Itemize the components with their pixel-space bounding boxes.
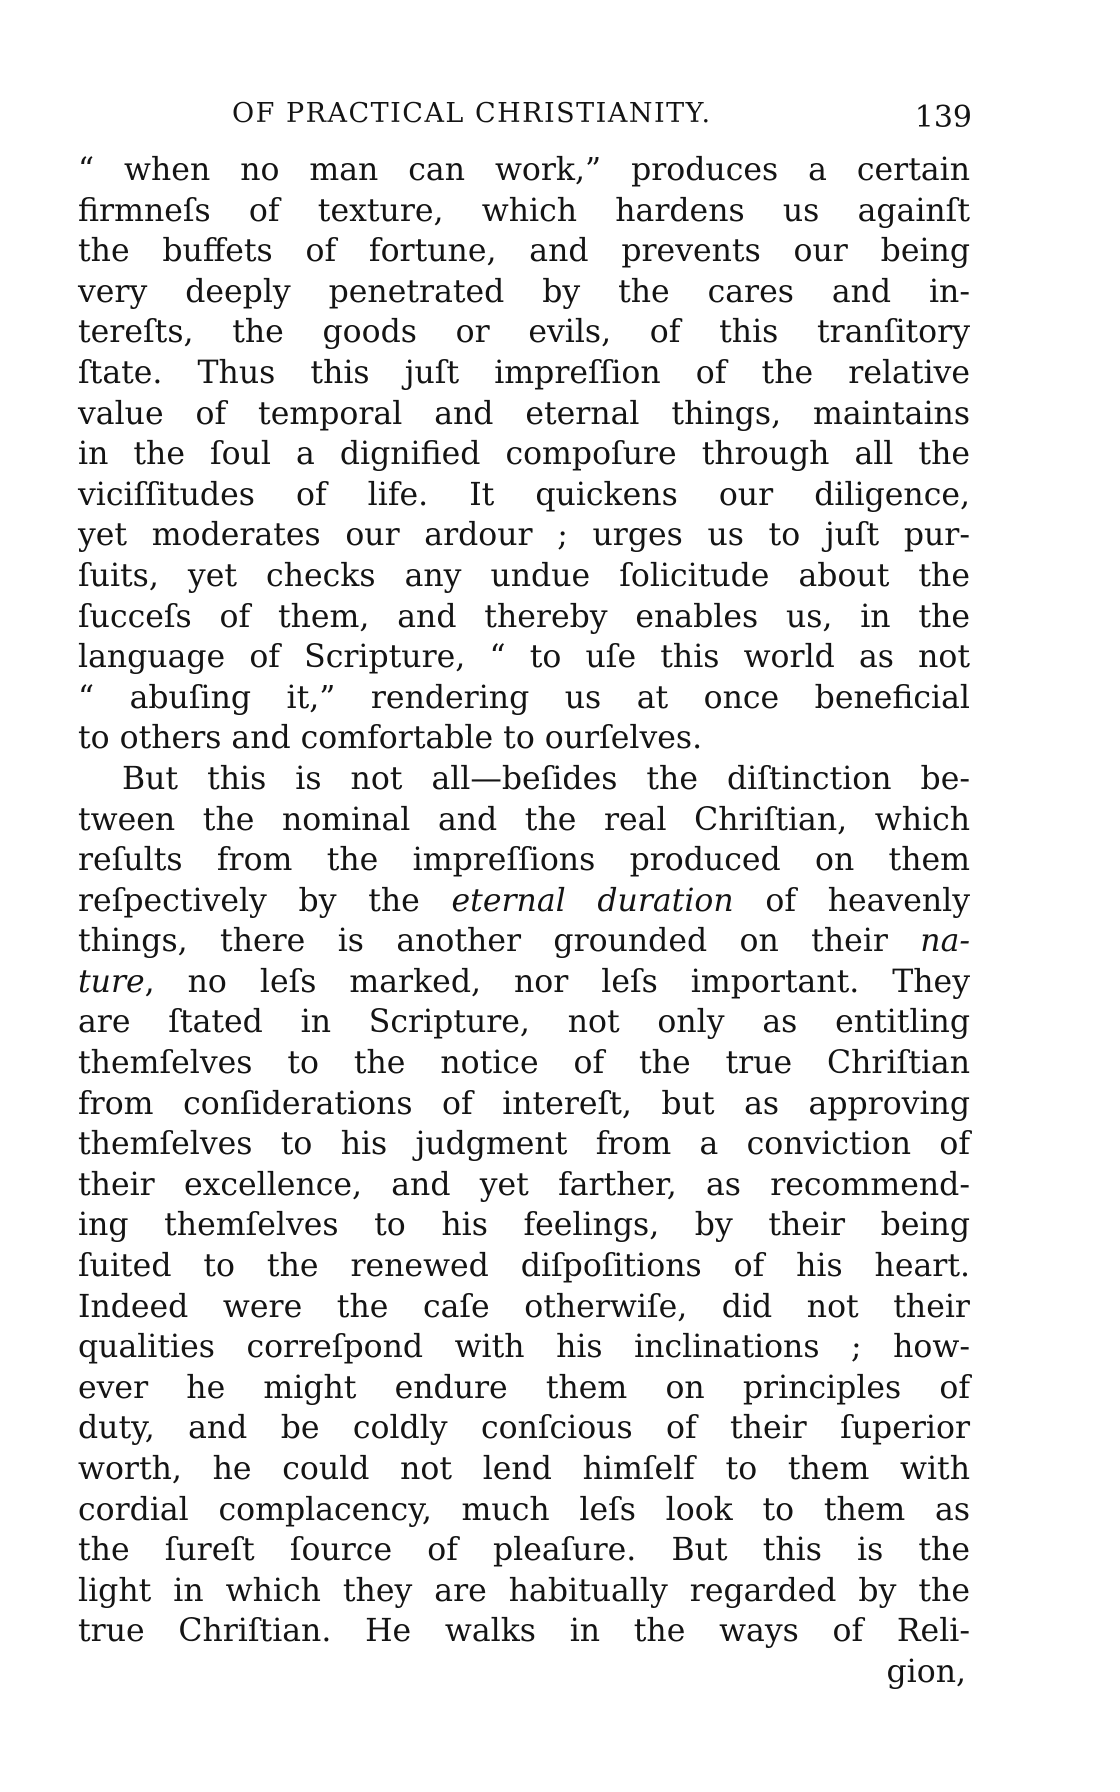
- text-line: “ abuſing it,” rendering us at once beneficial: [78, 679, 970, 716]
- paragraph-2: [78, 759, 970, 1652]
- running-head: [232, 98, 972, 138]
- text-line: worth, he could not lend himſelf to them with: [78, 1451, 970, 1487]
- body-text: [78, 150, 970, 1693]
- text-line: the ſureſt ſource of pleaſure. But this is the: [78, 1532, 970, 1569]
- text-line: viciſſitudes of life. It quickens our diligence,: [78, 476, 970, 513]
- text-line: duty, and be coldly conſcious of their ſuperior: [78, 1410, 970, 1447]
- text-line: are ſtated in Scripture, not only as entitling: [78, 1004, 970, 1041]
- text-line: cordial complacency, much leſs look to them as: [78, 1491, 970, 1528]
- text-segment: things, there is another grounded on their: [78, 923, 921, 960]
- text-line: light in which they are habitually regarded by the: [78, 1572, 970, 1609]
- text-line: to others and comfortable to ourſelves.: [78, 720, 703, 757]
- text-line: themſelves to the notice of the true Chriſtian: [78, 1045, 970, 1082]
- text-line: themſelves to his judgment from a conviction of: [78, 1126, 970, 1163]
- text-segment: , no leſs marked, nor leſs important. They: [144, 963, 970, 1000]
- text-line-with-italic: [78, 881, 970, 922]
- text-line: ſucceſs of them, and thereby enables us, in the: [78, 598, 970, 635]
- paragraph-1: [78, 150, 970, 759]
- text-line: true Chriſtian. He walks in the ways of Reli-: [78, 1613, 970, 1650]
- text-line: in the ſoul a dignified compoſure through all the: [78, 436, 970, 473]
- italic-phrase: eternal duration: [451, 882, 734, 919]
- text-segment: of heavenly: [733, 882, 970, 919]
- running-title: OF PRACTICAL CHRISTIANITY.: [232, 98, 712, 129]
- text-line: ever he might endure them on principles of: [78, 1369, 970, 1406]
- text-line: the buffets of fortune, and prevents our being: [78, 233, 970, 270]
- text-line: qualities correſpond with his inclinations ; how-: [78, 1329, 970, 1366]
- text-line: tereſts, the goods or evils, of this tranſitory: [78, 314, 970, 351]
- text-line: ſtate. Thus this juſt impreſſion of the relative: [78, 354, 970, 391]
- page-number: 139: [914, 100, 972, 135]
- catchword: gion,: [886, 1653, 966, 1690]
- text-segment: reſpectively by the: [78, 882, 452, 919]
- text-line: ſuits, yet checks any undue ſolicitude about the: [78, 557, 970, 594]
- text-line: very deeply penetrated by the cares and in-: [78, 273, 970, 310]
- text-line: value of temporal and eternal things, maintains: [78, 395, 970, 432]
- text-line: their excellence, and yet farther, as recommend-: [78, 1166, 970, 1203]
- text-line: yet moderates our ardour ; urges us to juſt pur-: [78, 517, 970, 554]
- text-line: language of Scripture, “ to uſe this world as not: [78, 639, 970, 676]
- text-line-with-italic: [78, 921, 970, 962]
- text-line: firmneſs of texture, which hardens us againſt: [78, 192, 970, 229]
- text-line: ſuited to the renewed diſpoſitions of his heart.: [78, 1248, 970, 1285]
- text-line: “ when no man can work,” produces a certain: [78, 152, 970, 188]
- text-line-with-italic: [78, 962, 970, 1003]
- text-line: reſults from the impreſſions produced on them: [78, 842, 970, 879]
- italic-phrase: ture: [78, 963, 145, 1000]
- text-line: tween the nominal and the real Chriſtian, which: [78, 801, 970, 838]
- text-line: from conſiderations of intereſt, but as approving: [78, 1085, 970, 1122]
- text-line: Indeed were the caſe otherwiſe, did not their: [78, 1288, 970, 1325]
- text-line: ing themſelves to his feelings, by their being: [78, 1207, 970, 1244]
- italic-phrase: na-: [920, 923, 970, 960]
- text-line: But this is not all—beſides the diſtinction be-: [122, 760, 970, 797]
